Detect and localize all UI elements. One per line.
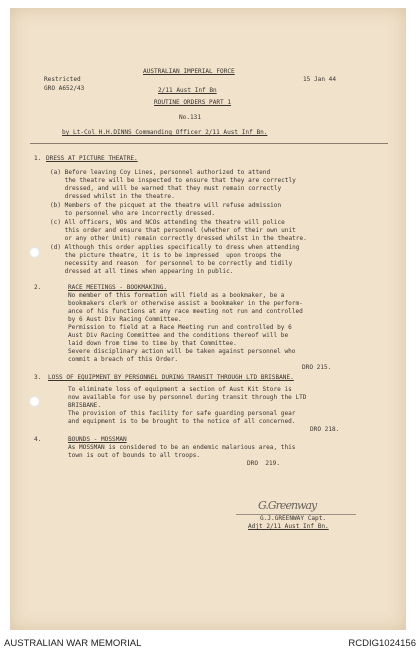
section-3-reference: DRO 218. (310, 426, 340, 433)
section-1-para-d: (d) Although this order applies specifically to dress when attending the picture theatre, it is to be impressed upon troops the necessity and reason for personnel to be correctly and tidily dressed at all times when appearing in public. (50, 244, 300, 275)
archive-footer (0, 632, 420, 654)
section-1-para-b: (b) Members of the picquet at the theatre will refuse admission to personnel who are incorrectly dressed. (50, 202, 282, 217)
section-4-title: BOUNDS - MOSSMAN (68, 436, 127, 443)
section-2-title: RACE MEETINGS - BOOKMAKING. (68, 284, 168, 291)
section-1-number: 1. (34, 155, 42, 162)
section-3-number: 3. (34, 374, 42, 381)
document-title: AUSTRALIAN IMPERIAL FORCE (143, 68, 235, 75)
orders-number: No.131 (179, 114, 202, 121)
restricted-label: Restricted (44, 76, 81, 83)
section-2-body: No member of this formation will field as a bookmaker, be a bookmakers clerk or otherwise assist a bookmaker in the perform- ance of his functions at any race meeting not run and controlled by 6 Aust Div Racing Committee. Permission to field at a Race Meeting run and controlled by 6 Aust Div Racing Committee and the conditions thereof will be laid down from time to time by that Committee. Severe disciplinary action will be taken against personnel who commit a breach of this Order. (68, 292, 303, 363)
gro-reference: GRO A652/43 (44, 85, 85, 92)
section-1-title: DRESS AT PICTURE THEATRE. (46, 155, 138, 162)
section-4-number: 4. (34, 436, 42, 443)
section-2-reference: DRO 215. (302, 364, 332, 371)
section-1-para-a: (a) Before leaving Coy Lines, personnel authorized to attend the theatre will be inspected to ensure that they are correctly dressed, and will be warned that they must remain correctly dressed whilst in the theatre. (50, 169, 296, 200)
document-sheet (10, 8, 406, 630)
signatory-name: G.J.GREENWAY Capt. (260, 515, 327, 522)
section-1-para-c: (c) All officers, WOs and NCOs attending the theatre will police this order and ensure that personnel (whether of their own unit or any other Unit) remain correctly dressed whilst in the theatre. (50, 219, 307, 242)
section-3-body: To eliminate loss of equipment a section of Aust Kit Store is now available for use by personnel during transit through the LTD BRISBANE. The provision of this facility for safe guarding personal gear and equipment is to be brought to the notice of all concerned. (68, 386, 307, 425)
section-4-body: As MOSSMAN is considered to be an endemic malarious area, this town is out of bounds to all troops. (68, 444, 296, 459)
handwritten-signature: G.Greenway (258, 499, 317, 512)
unit-name: 2/11 Aust Inf Bn (158, 87, 217, 94)
section-3-title: LOSS OF EQUIPMENT BY PERSONNEL DURING TRANSIT THROUGH LTD BRISBANE. (48, 374, 294, 381)
section-2-number: 2. (34, 284, 42, 291)
signatory-role: Adjt 2/11 Aust Inf Bn. (248, 523, 329, 530)
punch-hole-top (29, 247, 40, 258)
by-line: by Lt-Col H.H.DINNS Commanding Officer 2/11 Aust Inf Bn. (62, 129, 268, 136)
section-4-reference: DRO 219. (247, 460, 281, 467)
orders-title: ROUTINE ORDERS PART 1 (154, 99, 232, 106)
footer-record-id: RCDIG1024156 (348, 638, 416, 649)
document-date: 15 Jan 44 (303, 76, 337, 83)
header-divider (30, 143, 388, 144)
footer-institution: AUSTRALIAN WAR MEMORIAL (4, 638, 142, 649)
punch-hole-bottom (29, 396, 40, 407)
